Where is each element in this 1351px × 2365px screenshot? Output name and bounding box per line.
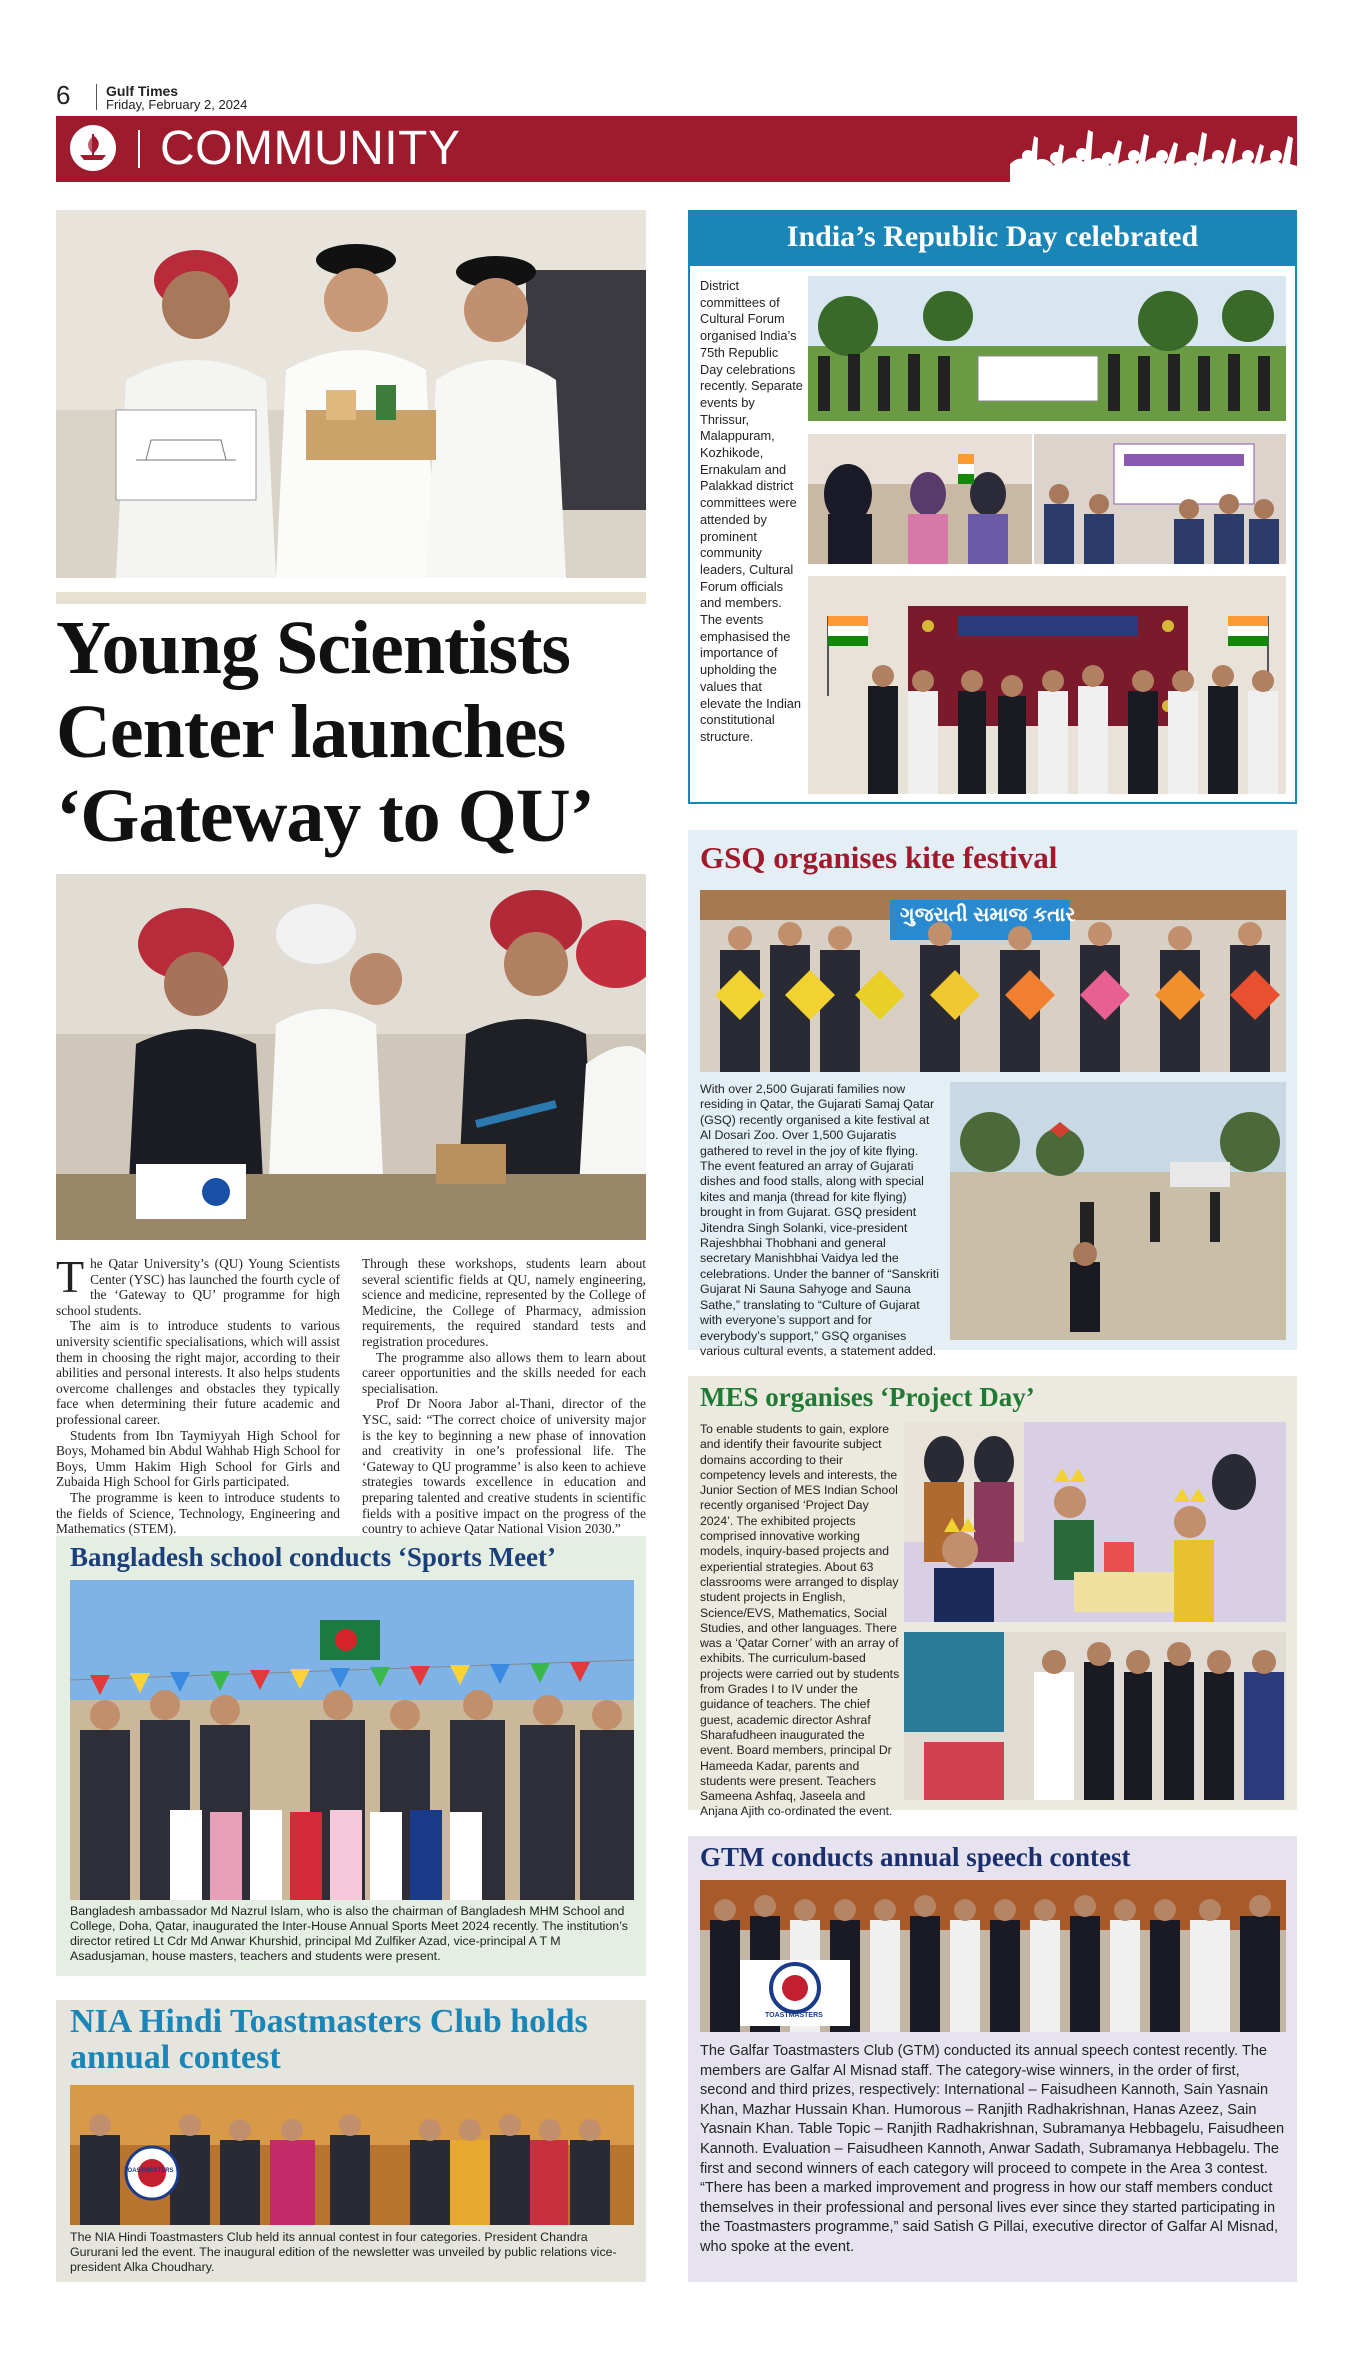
headline-rule: [56, 592, 646, 604]
paragraph: Students from Ibn Taymiyyah High School for Boys, Mohamed bin Abdul Wahhab High School for Boys, Umm Hakim High School for Girls and Zubaida High School for Girls participated.: [56, 1427, 340, 1490]
page-number: 6: [56, 80, 71, 110]
nia-contest-title: NIA Hindi Toastmasters Club holds annual contest: [70, 2003, 588, 2076]
project-day-guests-photo: [904, 1632, 1286, 1800]
crowd-silhouette-icon: [1010, 116, 1297, 182]
dropcap: T: [56, 1251, 85, 1302]
speech-contest-title: GTM conducts annual speech contest: [700, 1842, 1131, 1872]
paragraph: The programme is keen to introduce students to the fields of Science, Technology, Engineering and Mathematics (STEM).: [56, 1489, 340, 1537]
kite-flying-field-photo: [950, 1082, 1286, 1340]
students-with-models-photo: [56, 210, 646, 578]
nia-contest-photo: [70, 2085, 634, 2225]
republic-day-text: District committees of Cultural Forum organised India’s 75th Republic Day celebrations recently. Separate events by Thrissur, Malappuram, Kozhikode, Ernakulam and Palakkad district committees were attended by prominent community leaders, Cultural Forum officials and members. The events emphasised the importance of upholding the values that elevate the Indian constitutional structure.: [700, 278, 803, 744]
paragraph: The aim is to introduce students to various university scientific specialisations, which will assist them in choosing the right major, according to their abilities and personal interests. It also helps students overcome challenges and obstacles they typically face when determining their future academic and professional career.: [56, 1318, 340, 1427]
republic-day-stage-photo: [1034, 434, 1286, 564]
paragraph: Prof Dr Noora Jabor al-Thani, director of the YSC, said: “The correct choice of university major is the key to beginning a new phase of innovation and creativity in one’s professional life. The ‘Gateway to QU programme’ is also keen to achieve strategies towards excellence in education and preparing talented and creative students in scientific fields with a positive impact on the progress of the country to achieve Qatar National Vision 2030.”: [362, 1396, 646, 1537]
project-day-title: MES organises ‘Project Day’: [700, 1382, 1035, 1412]
republic-day-group-photo: [808, 276, 1286, 421]
students-workshop-photo: [56, 874, 646, 1240]
republic-day-title: India’s Republic Day celebrated: [786, 220, 1199, 253]
gtm-logo-text: TOASTMASTERS: [765, 2012, 823, 2019]
banner-divider: [138, 130, 140, 168]
nia-logo-text: TOASTMASTERS: [124, 2168, 174, 2174]
paragraph: Through these workshops, students learn about several scientific fields at QU, namely engineering, science and medicine, represented by the College of Medicine, the College of Pharmacy, admission requirements, the required standard tests and registration procedures.: [362, 1256, 646, 1349]
project-day-students-photo: [904, 1422, 1286, 1622]
article-column-right: [362, 1256, 646, 1537]
speech-contest-text: The Galfar Toastmasters Club (GTM) conducted its annual speech contest recently. The members are Galfar Al Misnad staff. The category-wise winners, in the order of first, second and third prizes, respectively: International – Faisudheen Kannoth, Sain Yasnain Khan, Mazhar Hussain Khan. Humorous – Ranjith Radhakrishnan, Hanas Azeez, Sain Yasnain Khan. Table Topic – Ranjith Radhakrishnan, Subramanya Hebbagelu, Faisudheen Kannoth. Evaluation – Faisudheen Kannoth, Anwar Sadath, Subramanya Hebbagelu. The first and second winners of each category will proceed to compete in the Area 3 contest. “There has been a marked improvement and progress in how our staff members conduct themselves in their professional and personal lives ever since they started participating in the Toastmasters programme,” said Satish G Pillai, executive director of Galfar Al Misnad, who spoke at the event.: [700, 2043, 1285, 2255]
project-day-text: To enable students to gain, explore and identify their favourite subject domains according to their competency levels and interests, the Junior Section of MES Indian School recently organised ‘Project Day 2024’. The exhibited projects comprised innovative working models, inquiry-based projects and experiential strategies. About 63 classrooms were arranged to display student projects in English, Science/EVS, Mathematics, Social Studies, and other languages. There was a ‘Qatar Corner’ with an array of exhibits. The curriculum-based projects were carried out by students from Grades I to IV under the guidance of teachers. The chief guest, academic director Ashraf Sharafudheen inaugurated the event. Board members, principal Dr Hameeda Kadar, parents and students were present. Teachers Sameena Ashfaq, Jaseela and Anjana Ajith co-ordinated the event.: [700, 1422, 900, 1819]
sports-meet-caption: Bangladesh ambassador Md Nazrul Islam, who is also the chairman of Bangladesh MHM School and College, Doha, Qatar, inaugurated the Inter-House Annual Sports Meet 2024 recently. The institution’s director retired Lt Cdr Md Anwar Khurshid, principal Md Zulfiker Azad, vice-principal A T M Asadusjaman, house masters, teachers and students were present.: [70, 1904, 628, 1963]
paper-name: Gulf Times: [106, 83, 179, 99]
sports-meet-photo: [70, 1580, 634, 1900]
indian-cultural-centre-photo: [808, 576, 1286, 794]
speech-contest-group-photo: [700, 1880, 1286, 2032]
sports-meet-title: Bangladesh school conducts ‘Sports Meet’: [70, 1542, 557, 1572]
nia-contest-caption: The NIA Hindi Toastmasters Club held its annual contest in four categories. President Chandra Gururani led the event. The inaugural edition of the newsletter was unveiled by public relations vice-president Alka Choudhary.: [70, 2230, 617, 2274]
article-column-left: [56, 1251, 340, 1537]
masthead-divider: [96, 84, 97, 110]
kite-festival-title: GSQ organises kite festival: [700, 840, 1058, 875]
main-headline: Young Scientists Center launches ‘Gateway to QU’: [56, 606, 594, 858]
gujarati-samaj-sign: ગુજરાતી સમાજ કતાર: [900, 904, 1076, 926]
paragraph: he Qatar University’s (QU) Young Scientists Center (YSC) has launched the fourth cycle of the ‘Gateway to QU’ programme for high school students.: [56, 1256, 340, 1318]
republic-day-women-photo: [808, 434, 1032, 564]
kite-festival-text: With over 2,500 Gujarati families now residing in Qatar, the Gujarati Samaj Qatar (GSQ) recently organised a kite festival at Al Dosari Zoo. Over 1,500 Gujaratis gathered to revel in the joy of kite flying. The event featured an array of Gujarati dishes and food stalls, along with special kites and manja (thread for kite flying) brought in from Gujarat. GSQ president Jitendra Singh Solanki, vice-president Rajeshbhai Thobhani and general secretary Manishbhai Vaidya led the celebrations. Under the banner of “Sanskriti Gujarat Ni Sauna Sahyoge and Sauna Sathe,” translating to “Culture of Gujarat with everyone’s support and for everybody’s support,” GSQ organises various cultural events, a statement added.: [700, 1082, 939, 1358]
paragraph: The programme also allows them to learn about career opportunities and the skills needed for each specialisation.: [362, 1349, 646, 1396]
dhow-logo-icon: [70, 125, 116, 171]
section-title: COMMUNITY: [160, 122, 461, 175]
issue-date: Friday, February 2, 2024: [106, 97, 248, 112]
